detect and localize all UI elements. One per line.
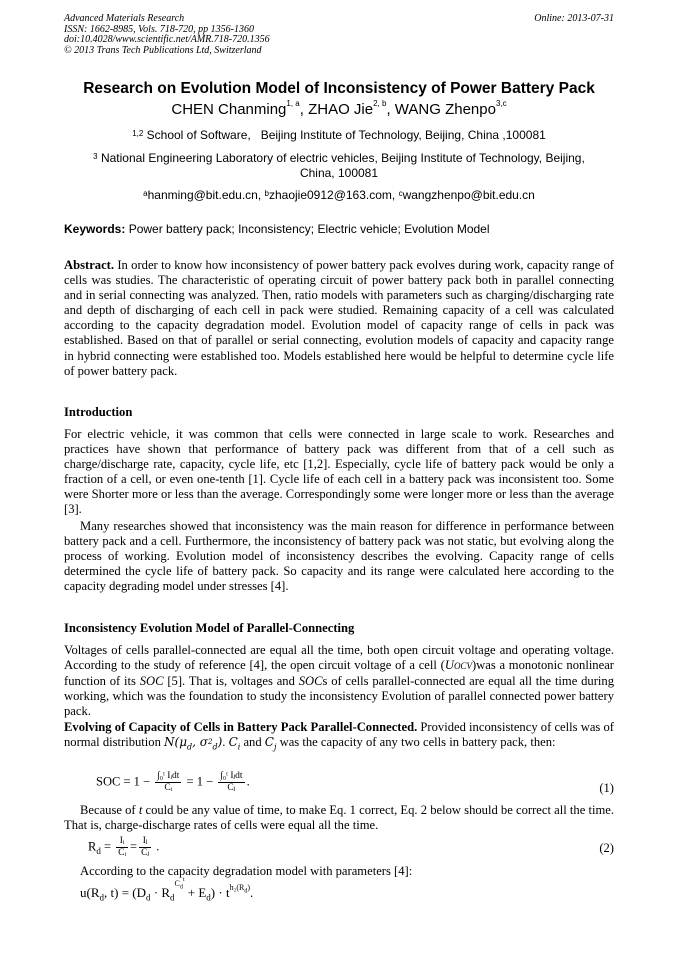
journal-issn: ISSN: 1662-8985, Vols. 718-720, pp 1356-1360: [64, 23, 254, 35]
affiliation-text: School of Software, Beijing Institute of Technology, Beijing, China ,100081: [146, 128, 546, 142]
section2-paragraph-3: [64, 803, 614, 833]
eq-numerator: Iⱼ: [139, 836, 151, 848]
eq-text: = 1 −: [186, 774, 214, 789]
text-run: Voltages of cells parallel-connected are equal all the time, both open circuit voltage and operating voltage. According to the study of reference [4], the open circuit voltage of a cell (: [64, 643, 614, 673]
text-run: .: [222, 735, 229, 750]
author-name: CHEN Chanming: [171, 101, 287, 118]
equation-number-2: (2): [599, 841, 614, 855]
equation-number-1: (1): [599, 781, 614, 795]
subheading-bold: Evolving of Capacity of Cells in Battery Pack Parallel-Connected.: [64, 720, 418, 734]
eq-numerator: ∫₀ᵗ Iᵢdt: [157, 771, 180, 781]
eq-numerator: Iᵢ: [116, 836, 128, 848]
affiliation-text: National Engineering Laboratory of electric vehicles, Beijing Institute of Technology, Beijing,: [100, 151, 585, 165]
text-run: Because of: [80, 803, 139, 817]
math-text: C: [264, 735, 274, 750]
online-date: Online: 2013-07-31: [534, 13, 614, 24]
affiliation-sup: 3: [93, 152, 98, 161]
section2-paragraph-1: [64, 643, 614, 719]
eq-text: · R: [150, 885, 170, 900]
affiliation-text-line2: China, 100081: [299, 166, 379, 180]
email-link[interactable]: zhaojie0912@163.com,: [268, 188, 399, 202]
text-run: )was a monotonic nonlinear function of its: [64, 658, 614, 689]
eq-sub: d: [96, 845, 101, 856]
eq-text: .: [153, 839, 160, 854]
math-var: U: [444, 658, 454, 673]
math-ci: $C_i$: [228, 735, 241, 752]
eq-fraction: [155, 771, 181, 794]
author-name: WANG Zhenpo: [394, 101, 496, 118]
author-sup: 3,c: [495, 99, 507, 108]
math-var: SOC: [298, 674, 323, 689]
eq-denominator: Cⱼ: [227, 783, 236, 793]
abstract: [64, 258, 614, 379]
eq-text: u(R: [80, 885, 100, 900]
text-run: s of cells parallel-connected are equal all the time during working, which was the foundation to study the inconsistency Evolution of parallel connected power battery pack.: [64, 674, 614, 719]
eq-text: .: [246, 774, 250, 789]
intro-paragraph-1: For electric vehicle, it was common that cells were connected in large scale to work. Researches and practices have shown that performance of battery pack was different from that of a cell such as charge/discharge rate, capacity, cycle life, etc [1,2]. Especially, cycle life of battery pack would be only a fraction of a cell, or even one-tenth [1]. Cycle life of each cell in a battery pack was inconsistent too. Some were Shorter more or less than the average. Correspondingly some were longer more or less than the average [3].: [64, 427, 614, 517]
eq-denominator: Cᵢ: [164, 783, 173, 793]
email-link[interactable]: hanming@bit.edu.cn,: [147, 188, 265, 202]
math-sub: OCV: [453, 661, 472, 672]
intro-paragraph-2: Many researches showed that inconsistency was the main reason for difference in performance between battery pack and a cell. Furthermore, the inconsistency of battery pack was not static, but evolving along the process of working. Evolution model of inconsistency describes the evolving. Capacity range of cells determined the cycle life of battery pack. So capacity and its range were calculated here according to the capacity degrading model under stresses [4].: [64, 519, 614, 594]
math-var: SOC: [139, 674, 164, 689]
text-run: was the capacity of any two cells in battery pack, then:: [276, 735, 556, 750]
text-run: and: [240, 735, 265, 750]
keywords-label: Keywords:: [64, 222, 126, 236]
journal-header: [64, 14, 270, 56]
affiliation-1: [64, 128, 614, 143]
author-name: ZHAO Jie: [308, 101, 374, 118]
eq-text: R: [88, 839, 97, 854]
eq-fraction: [139, 836, 151, 859]
eq-text: + E: [184, 885, 207, 900]
section2-paragraph-4: According to the capacity degradation model with parameters [4]:: [80, 864, 413, 878]
eq-numerator: ∫₀ᵗ Iⱼdt: [220, 771, 243, 781]
eq-text: .: [250, 885, 254, 900]
equation-3: $u(R_d$, $t) = (D_d \cdot R_d^{C_d^t} + E_d) \cdot t^{h_2(R_d)}$.: [80, 877, 254, 903]
math-text: N(μ: [164, 735, 188, 750]
keywords-text: Power battery pack; Inconsistency; Electric vehicle; Evolution Model: [125, 222, 490, 236]
author-sup: 1, a: [286, 99, 300, 108]
affiliation-3: [64, 151, 614, 181]
section-heading-parallel: Inconsistency Evolution Model of Parallel-Connecting: [64, 621, 355, 635]
abstract-text: In order to know how inconsistency of power battery pack evolves during work, capacity range of cells was studies. The characteristic of operating circuit of power battery pack both in parallel connecting and in serial connecting was analyzed. Then, ratio models with parameters such as charging/discharging rate and depth of discharging of each cell in pack were studied. Remaining capacity of a cell was calculated according to the capacity degradation model. Evolution model of capacity range of cells in pack was established. Based on that of parallel or serial connecting, evolution models of capacity and capacity range in hybrid connecting were established too. Models established here would be helpful to determine cycle life of power battery pack.: [64, 258, 614, 378]
author-list: CHEN Chanming$^{1, a}$, ZHAO Jie$^{2, b}$, WANG Zhenpo$^{3,c}$: [171, 99, 507, 118]
keywords: [64, 222, 614, 236]
journal-name: Advanced Materials Research: [64, 13, 185, 24]
eq-denominator: Cⱼ: [141, 848, 150, 858]
email-sup: c: [398, 189, 403, 198]
eq-fraction: [116, 836, 128, 859]
eq-text: ) · t: [210, 885, 230, 900]
email-list: [64, 188, 614, 203]
author-sup: 2, b: [373, 99, 387, 108]
eq-text: =: [130, 839, 138, 854]
paper-title: Research on Evolution Model of Inconsistency of Power Battery Pack: [83, 80, 595, 97]
text-run: Provided inconsistency of cells was of normal distribution: [64, 720, 614, 750]
email-sup: a: [143, 189, 148, 198]
eq-denominator: Cᵢ: [118, 848, 127, 858]
eq-fraction: [218, 771, 244, 794]
equation-1: [96, 771, 250, 794]
section-heading-introduction: Introduction: [64, 405, 133, 419]
math-cj: $C_j$: [264, 735, 277, 752]
text-run: [5]. That is, voltages and: [163, 674, 299, 689]
email-link[interactable]: wangzhenpo@bit.edu.cn: [402, 188, 535, 202]
text-run: could be any value of time, to make Eq. 1 correct, Eq. 2 below should be correct all the time. That is, charge-discharge rates of cells were equal all the time.: [64, 803, 614, 833]
email-sup: b: [264, 189, 269, 198]
eq-exponent: h₂(R: [229, 883, 245, 892]
math-text: C: [228, 735, 238, 750]
affiliation-sup: 1,2: [132, 129, 144, 138]
math-var: t: [138, 803, 143, 817]
journal-copyright: © 2013 Trans Tech Publications Ltd, Switzerland: [64, 44, 262, 56]
abstract-label: Abstract.: [64, 258, 115, 272]
eq-text: , t) = (D: [104, 885, 146, 900]
section2-paragraph-2: [64, 720, 614, 755]
math-distribution: $N(\mu_d$, $\sigma^2_d$): [164, 735, 223, 752]
eq-text: =: [100, 839, 112, 854]
equation-2: [88, 836, 159, 859]
journal-doi[interactable]: doi:10.4028/www.scientific.net/AMR.718-720.1356: [64, 34, 270, 45]
eq-text: SOC = 1 −: [96, 774, 151, 789]
